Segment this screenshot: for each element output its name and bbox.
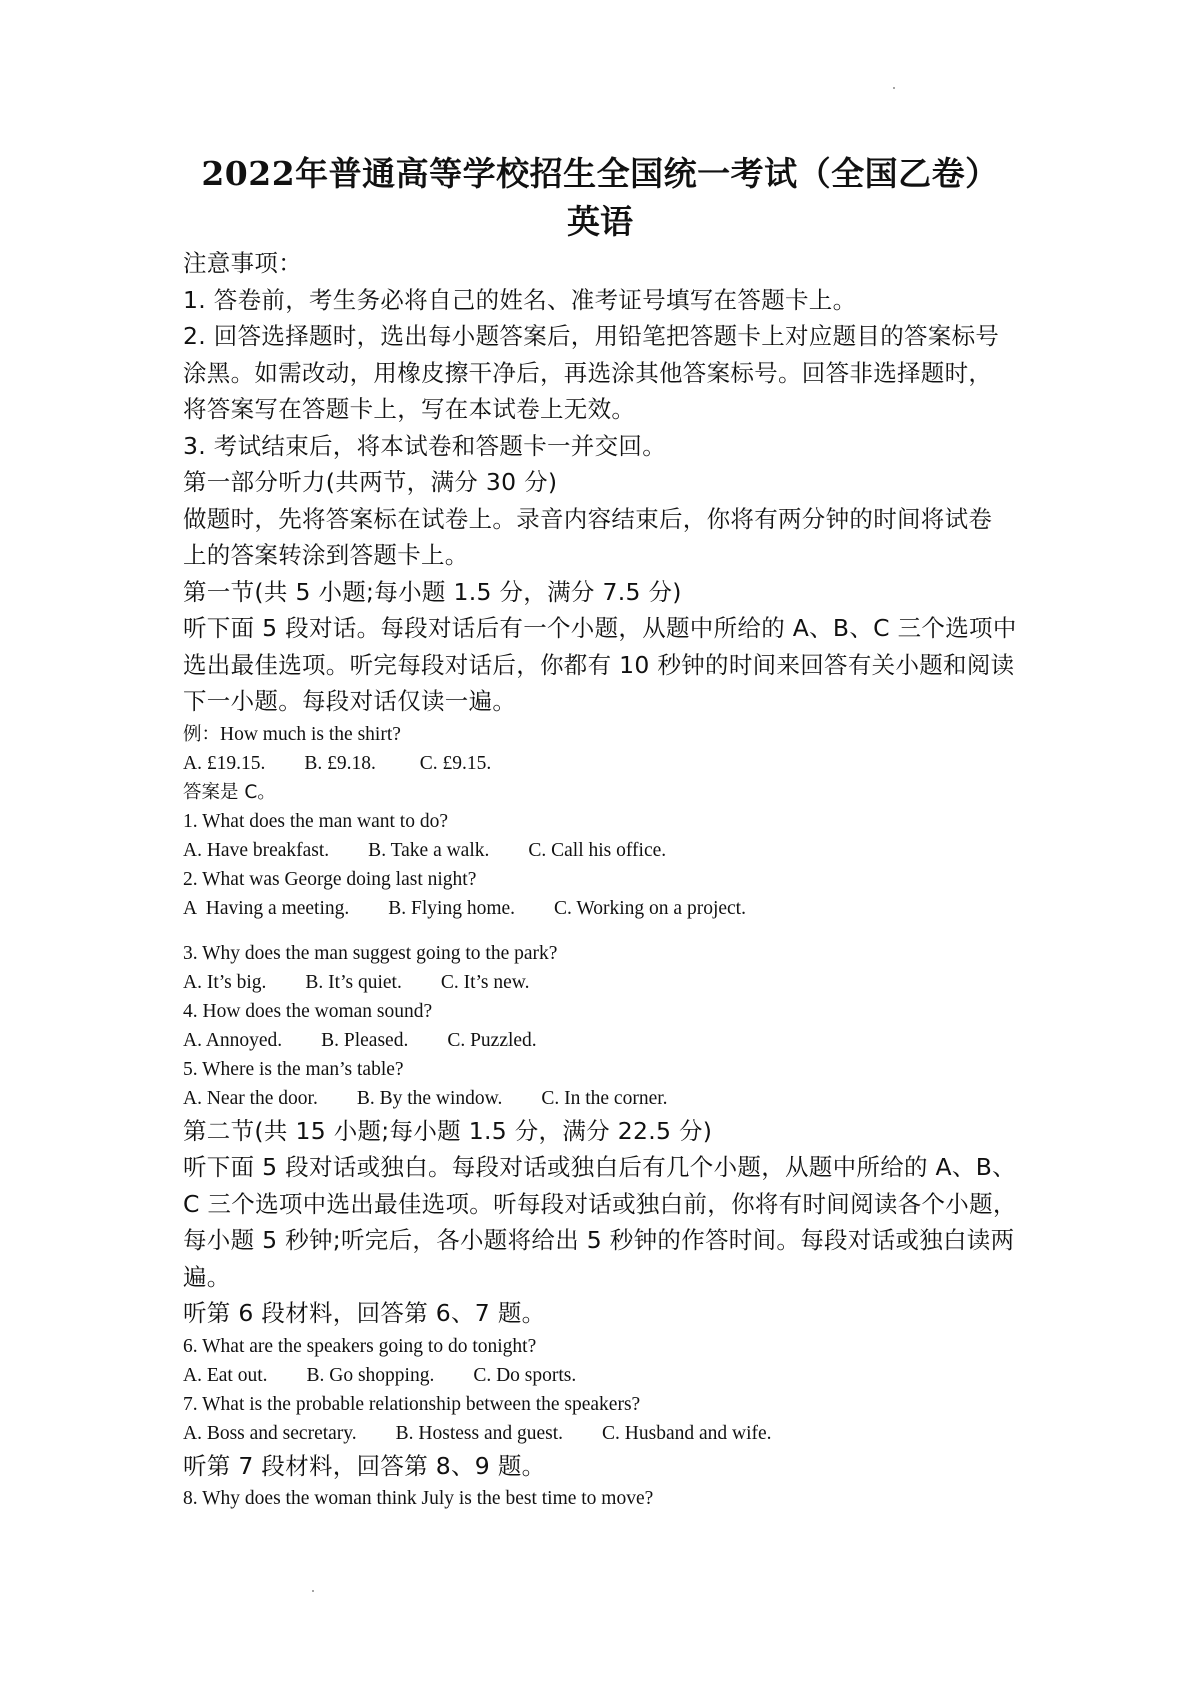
material-7-heading: 听第 7 段材料，回答第 8、9 题。 xyxy=(183,1451,546,1480)
question-5-options: A. Near the door. B. By the window. C. In the corner. xyxy=(183,1087,668,1109)
example-answer: 答案是 C。 xyxy=(183,781,276,803)
question-1: 1. What does the man want to do? xyxy=(183,810,448,832)
section1-intro-line-3: 下一小题。每段对话仅读一遍。 xyxy=(183,687,517,715)
question-1-options: A. Have breakfast. B. Take a walk. C. Call his office. xyxy=(183,839,667,861)
material-6-heading: 听第 6 段材料，回答第 6、7 题。 xyxy=(183,1299,546,1327)
exam-content xyxy=(183,245,1063,1513)
question-4-options: A. Annoyed. B. Pleased. C. Puzzled. xyxy=(183,1029,537,1051)
part1-heading: 第一部分听力(共两节，满分 30 分) xyxy=(183,468,558,496)
section2-heading: 第二节(共 15 小题;每小题 1.5 分，满分 22.5 分) xyxy=(183,1116,713,1145)
notes-item-3: 3. 考试结束后，将本试卷和答题卡一并交回。 xyxy=(183,431,666,460)
example-question: How much is the shirt? xyxy=(220,723,401,745)
question-2: 2. What was George doing last night? xyxy=(183,868,477,890)
scan-speck xyxy=(893,87,895,89)
example-options: A. £19.15. B. £9.18. C. £9.15. xyxy=(183,752,492,774)
exam-title: 2022年普通高等学校招生全国统一考试（全国乙卷） xyxy=(201,154,999,193)
section2-intro-line-3: 每小题 5 秒钟;听完后，各小题将给出 5 秒钟的作答时间。每段对话或独白读两 xyxy=(183,1226,1015,1254)
question-7: 7. What is the probable relationship between the speakers? xyxy=(183,1393,641,1415)
exam-subject: 英语 xyxy=(567,202,633,241)
example-prefix: 例： xyxy=(183,723,221,745)
question-5: 5. Where is the man’s table? xyxy=(183,1058,404,1080)
question-8: 8. Why does the woman think July is the best time to move? xyxy=(183,1488,654,1509)
part1-intro-line-2: 上的答案转涂到答题卡上。 xyxy=(183,541,469,569)
question-3-options: A. It’s big. B. It’s quiet. C. It’s new. xyxy=(183,971,530,993)
spacer xyxy=(183,923,1063,939)
question-4: 4. How does the woman sound? xyxy=(183,1000,433,1022)
section2-intro-line-4: 遍。 xyxy=(183,1262,231,1291)
notes-item-2-line-3: 将答案写在答题卡上，写在本试卷上无效。 xyxy=(183,395,636,423)
notes-heading: 注意事项： xyxy=(183,249,302,277)
scan-speck xyxy=(312,1590,314,1592)
example-question-line xyxy=(183,720,1063,749)
question-2-options: A Having a meeting. B. Flying home. C. Working on a project. xyxy=(183,897,746,919)
notes-item-2-line-1: 2. 回答选择题时，选出每小题答案后，用铅笔把答题卡上对应题目的答案标号 xyxy=(183,322,1000,350)
question-7-options: A. Boss and secretary. B. Hostess and guest. C. Husband and wife. xyxy=(183,1422,772,1444)
part1-intro-line-1: 做题时，先将答案标在试卷上。录音内容结束后，你将有两分钟的时间将试卷 xyxy=(183,504,993,533)
question-6: 6. What are the speakers going to do tonight? xyxy=(183,1335,537,1357)
section1-intro-line-1: 听下面 5 段对话。每段对话后有一个小题，从题中所给的 A、B、C 三个选项中 xyxy=(183,614,1017,642)
question-6-options: A. Eat out. B. Go shopping. C. Do sports. xyxy=(183,1364,577,1386)
question-3: 3. Why does the man suggest going to the park? xyxy=(183,942,558,964)
notes-item-1: 1. 答卷前，考生务必将自己的姓名、准考证号填写在答题卡上。 xyxy=(183,285,857,314)
section1-heading: 第一节(共 5 小题;每小题 1.5 分，满分 7.5 分) xyxy=(183,577,682,606)
section1-intro-line-2: 选出最佳选项。听完每段对话后，你都有 10 秒钟的时间来回答有关小题和阅读 xyxy=(183,650,1015,679)
notes-item-2-line-2: 涂黑。如需改动，用橡皮擦干净后，再选涂其他答案标号。回答非选择题时， xyxy=(183,358,993,387)
section2-intro-line-1: 听下面 5 段对话或独白。每段对话或独白后有几个小题，从题中所给的 A、B、 xyxy=(183,1153,1016,1181)
section2-intro-line-2: C 三个选项中选出最佳选项。听每段对话或独白前，你将有时间阅读各个小题， xyxy=(183,1189,1017,1218)
